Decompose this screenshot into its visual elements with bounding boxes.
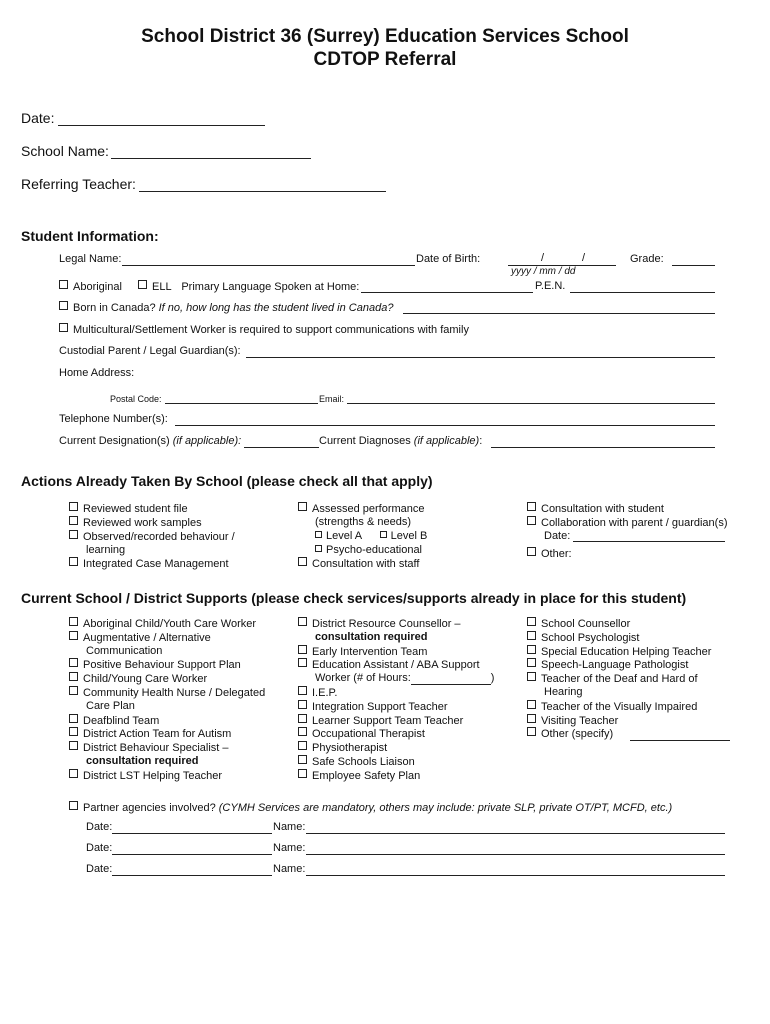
page-subtitle: CDTOP Referral — [313, 49, 457, 70]
action-assessed-label: Assessed performance — [312, 503, 425, 515]
support-item — [298, 645, 427, 658]
action-consult-staff-label: Consultation with staff — [312, 558, 420, 570]
support-label: Deafblind Team — [83, 714, 160, 727]
collab-date-field[interactable] — [573, 541, 725, 542]
support-checkbox[interactable] — [298, 714, 307, 723]
action-icm-label: Integrated Case Management — [83, 558, 229, 570]
ell-checkbox[interactable] — [138, 280, 147, 289]
action-reviewed-samples-label: Reviewed work samples — [83, 517, 202, 529]
action-assessed-checkbox[interactable] — [298, 502, 307, 511]
support-checkbox[interactable] — [69, 686, 78, 695]
support-checkbox[interactable] — [527, 617, 536, 626]
support-checkbox[interactable] — [69, 631, 78, 640]
support-label: Learner Support Team Teacher — [312, 714, 464, 727]
support-label: Education Assistant / ABA Support — [312, 659, 480, 672]
guardian-label: Custodial Parent / Legal Guardian(s): — [59, 345, 241, 357]
multicultural-label: Multicultural/Settlement Worker is required to support communications with family — [73, 324, 469, 336]
designation-field[interactable] — [244, 447, 319, 448]
support-label: Physiotherapist — [312, 742, 388, 755]
action-observed-cont: learning — [86, 544, 126, 556]
partners-label: Partner agencies involved? — [83, 802, 216, 814]
support-checkbox[interactable] — [298, 617, 307, 626]
partner-2-date-label: Date: — [86, 842, 113, 854]
partner-3-name-label: Name: — [273, 863, 306, 875]
support-item — [298, 714, 463, 727]
diagnoses-colon: : — [479, 435, 483, 447]
support-label: Speech-Language Pathologist — [541, 659, 689, 672]
partner-3-name-field[interactable] — [306, 875, 725, 876]
support-label: Occupational Therapist — [312, 728, 425, 741]
diagnoses-note: (if applicable) — [413, 435, 480, 447]
support-label: Aboriginal Child/Youth Care Worker — [83, 618, 257, 630]
school-name-label: School Name: — [21, 143, 109, 159]
born-canada-label: Born in Canada? — [73, 302, 156, 314]
guardian-field[interactable] — [246, 357, 715, 358]
partner-2-date-field[interactable] — [112, 854, 272, 855]
dob-format-hint: yyyy / mm / dd — [511, 266, 576, 277]
legal-name-field[interactable] — [122, 265, 415, 266]
support-label-cont-text: consultation required — [86, 755, 199, 767]
psycho-row — [315, 544, 422, 556]
student-info-heading: Student Information: — [21, 228, 159, 244]
support-label: Community Health Nurse / Delegated — [83, 687, 266, 699]
level-row — [315, 530, 427, 542]
multicultural-checkbox[interactable] — [59, 323, 68, 332]
support-label-cont-end: ) — [490, 672, 495, 685]
support-item — [527, 714, 618, 727]
action-consult-student — [527, 502, 664, 515]
support-checkbox[interactable] — [69, 727, 78, 736]
action-icm-checkbox[interactable] — [69, 557, 78, 566]
email-label: Email: — [319, 394, 345, 404]
action-observed-checkbox[interactable] — [69, 530, 78, 539]
support-item — [298, 727, 425, 740]
action-other — [527, 547, 572, 560]
action-consult-student-checkbox[interactable] — [527, 502, 536, 511]
support-label: Visiting Teacher — [541, 714, 619, 727]
collab-date-label: Date: — [544, 530, 571, 542]
action-reviewed-file-label: Reviewed student file — [83, 503, 188, 515]
diagnoses-field[interactable] — [491, 447, 715, 448]
postal-code-field[interactable] — [165, 403, 318, 404]
support-checkbox[interactable] — [527, 658, 536, 667]
support-label-cont-text: consultation required — [315, 630, 428, 643]
designation-note: (if applicable): — [172, 435, 242, 447]
referring-teacher-field[interactable] — [139, 191, 386, 192]
partner-1-name-field[interactable] — [306, 833, 725, 834]
aboriginal-label: Aboriginal — [73, 281, 122, 293]
support-checkbox[interactable] — [527, 727, 536, 736]
support-checkbox[interactable] — [298, 686, 307, 695]
support-label: Teacher of the Visually Impaired — [541, 700, 698, 713]
legal-name-label: Legal Name: — [59, 253, 122, 265]
actions-heading: Actions Already Taken By School (please check all that apply) — [21, 473, 433, 489]
support-item — [527, 727, 613, 740]
postal-code-label: Postal Code: — [110, 394, 162, 404]
date-field[interactable] — [58, 125, 265, 126]
support-label-cont — [315, 672, 494, 684]
support-item — [69, 727, 231, 740]
action-observed-label: Observed/recorded behaviour / — [83, 531, 235, 543]
support-checkbox[interactable] — [298, 769, 307, 778]
primary-language-field[interactable] — [361, 292, 533, 293]
support-item — [527, 617, 630, 630]
support-label: Augmentative / Alternative — [83, 631, 211, 644]
ea-hours-field[interactable] — [411, 684, 491, 685]
action-assessed — [298, 502, 425, 515]
action-collab-parent-label: Collaboration with parent / guardian(s) — [541, 517, 728, 529]
support-checkbox[interactable] — [69, 769, 78, 778]
partner-3-date-label: Date: — [86, 863, 113, 875]
support-label: Integration Support Teacher — [312, 700, 448, 713]
action-other-checkbox[interactable] — [527, 547, 536, 556]
support-label-cont-text: Communication — [86, 644, 163, 657]
action-reviewed-file-checkbox[interactable] — [69, 502, 78, 511]
support-checkbox[interactable] — [527, 700, 536, 709]
support-checkbox[interactable] — [298, 658, 307, 667]
date-label: Date: — [21, 110, 55, 126]
partner-1-name-label: Name: — [273, 821, 306, 833]
action-other-label: Other: — [541, 548, 572, 560]
support-item — [69, 686, 265, 699]
support-checkbox[interactable] — [527, 714, 536, 723]
support-label: Other (specify) — [541, 728, 614, 741]
telephone-label: Telephone Number(s): — [59, 413, 168, 425]
support-label: Positive Behaviour Support Plan — [83, 659, 241, 672]
support-label: Safe Schools Liaison — [312, 756, 415, 768]
dob-sep-2: / — [582, 252, 586, 264]
multicultural-row — [59, 323, 469, 336]
designation-text: Current Designation(s) — [59, 435, 170, 447]
support-item — [69, 672, 207, 685]
action-reviewed-samples-checkbox[interactable] — [69, 516, 78, 525]
psycho-checkbox[interactable] — [315, 545, 322, 552]
designation-label — [59, 435, 241, 447]
support-label-cont — [544, 686, 583, 698]
primary-language-label: Primary Language Spoken at Home: — [181, 281, 360, 293]
support-label: Child/Young Care Worker — [83, 673, 208, 686]
partner-2-name-label: Name: — [273, 842, 306, 854]
partners-note: (CYMH Services are mandatory, others may include: private SLP, private OT/PT, MCFD, etc.) — [218, 802, 673, 814]
support-checkbox[interactable] — [69, 672, 78, 681]
action-reviewed-samples — [69, 516, 202, 529]
support-checkbox[interactable] — [69, 741, 78, 750]
support-item — [69, 617, 256, 630]
support-checkbox[interactable] — [298, 700, 307, 709]
diagnoses-text: Current Diagnoses — [319, 435, 411, 447]
support-checkbox[interactable] — [69, 714, 78, 723]
support-label-cont — [86, 700, 135, 712]
action-consult-staff-checkbox[interactable] — [298, 557, 307, 566]
support-label: Employee Safety Plan — [312, 769, 421, 782]
support-label: District Behaviour Specialist – — [83, 742, 229, 755]
support-label-cont-text: Worker (# of Hours: — [315, 672, 411, 685]
support-label: Early Intervention Team — [312, 645, 428, 658]
support-item — [527, 700, 697, 713]
partner-2-name-field[interactable] — [306, 854, 725, 855]
support-item — [69, 714, 159, 727]
support-item — [527, 631, 639, 644]
support-other-field[interactable] — [630, 740, 730, 741]
aboriginal-checkbox[interactable] — [59, 280, 68, 289]
support-checkbox[interactable] — [69, 658, 78, 667]
born-canada-field[interactable] — [403, 313, 715, 314]
action-observed — [69, 530, 235, 543]
psycho-label: Psycho-educational — [326, 544, 423, 556]
action-icm — [69, 557, 229, 570]
support-checkbox[interactable] — [527, 645, 536, 654]
partners-checkbox[interactable] — [69, 801, 78, 810]
support-item — [298, 755, 415, 768]
support-label: I.E.P. — [312, 687, 338, 699]
support-item — [527, 658, 688, 671]
support-item — [69, 741, 229, 754]
support-label: District LST Helping Teacher — [83, 769, 222, 782]
support-checkbox[interactable] — [527, 631, 536, 640]
level-a-label: Level A — [326, 530, 362, 542]
dob-label: Date of Birth: — [416, 253, 481, 265]
support-label-cont — [315, 631, 427, 643]
school-name-field[interactable] — [111, 158, 311, 159]
partners-row — [69, 801, 672, 814]
action-collab-parent — [527, 516, 728, 529]
support-checkbox[interactable] — [298, 645, 307, 654]
grade-field[interactable] — [672, 265, 715, 266]
pen-label: P.E.N. — [535, 280, 566, 292]
support-checkbox[interactable] — [298, 755, 307, 764]
support-label-cont — [86, 645, 162, 657]
action-reviewed-file — [69, 502, 188, 515]
support-item — [298, 686, 337, 699]
support-label: Teacher of the Deaf and Hard of — [541, 673, 698, 686]
support-item — [298, 700, 448, 713]
supports-heading: Current School / District Supports (please check services/supports already in place for this student) — [21, 590, 687, 606]
email-field[interactable] — [347, 403, 715, 404]
support-label: District Action Team for Autism — [83, 728, 232, 741]
support-label-cont-text: Hearing — [544, 686, 583, 698]
ell-label: ELL — [152, 281, 172, 293]
support-label: District Resource Counsellor – — [312, 618, 461, 630]
support-label: Special Education Helping Teacher — [541, 645, 712, 658]
action-assessed-cont: (strengths & needs) — [315, 516, 411, 528]
aboriginal-ell-row — [59, 280, 359, 293]
support-checkbox[interactable] — [298, 727, 307, 736]
born-canada-question: If no, how long has the student lived in Canada? — [158, 302, 394, 314]
support-item — [527, 672, 698, 685]
born-canada-checkbox[interactable] — [59, 301, 68, 310]
action-consult-student-label: Consultation with student — [541, 503, 664, 515]
support-item — [527, 645, 711, 658]
diagnoses-label — [319, 435, 482, 447]
born-canada-row — [59, 301, 393, 314]
support-checkbox[interactable] — [527, 672, 536, 681]
support-item — [69, 658, 241, 671]
dob-sep-1: / — [541, 252, 545, 264]
grade-label: Grade: — [630, 253, 664, 265]
telephone-field[interactable] — [175, 425, 715, 426]
support-checkbox[interactable] — [298, 741, 307, 750]
support-item — [298, 658, 480, 671]
action-collab-parent-checkbox[interactable] — [527, 516, 536, 525]
partner-1-date-label: Date: — [86, 821, 113, 833]
level-b-checkbox[interactable] — [380, 531, 387, 538]
support-label-cont — [86, 755, 198, 767]
partner-3-date-field[interactable] — [112, 875, 272, 876]
level-b-label: Level B — [390, 530, 428, 542]
support-item — [298, 741, 387, 754]
home-address-label: Home Address: — [59, 367, 135, 379]
pen-field[interactable] — [570, 292, 715, 293]
support-item — [69, 769, 222, 782]
action-consult-staff — [298, 557, 419, 570]
support-label: School Counsellor — [541, 618, 631, 630]
support-item — [298, 769, 420, 782]
page-title: School District 36 (Surrey) Education Services School — [141, 26, 629, 47]
support-label-cont-text: Care Plan — [86, 699, 135, 712]
support-label: School Psychologist — [541, 631, 640, 644]
referring-teacher-label: Referring Teacher: — [21, 176, 136, 192]
support-checkbox[interactable] — [69, 617, 78, 626]
support-item — [298, 617, 461, 630]
support-item — [69, 631, 211, 644]
partner-1-date-field[interactable] — [112, 833, 272, 834]
level-a-checkbox[interactable] — [315, 531, 322, 538]
